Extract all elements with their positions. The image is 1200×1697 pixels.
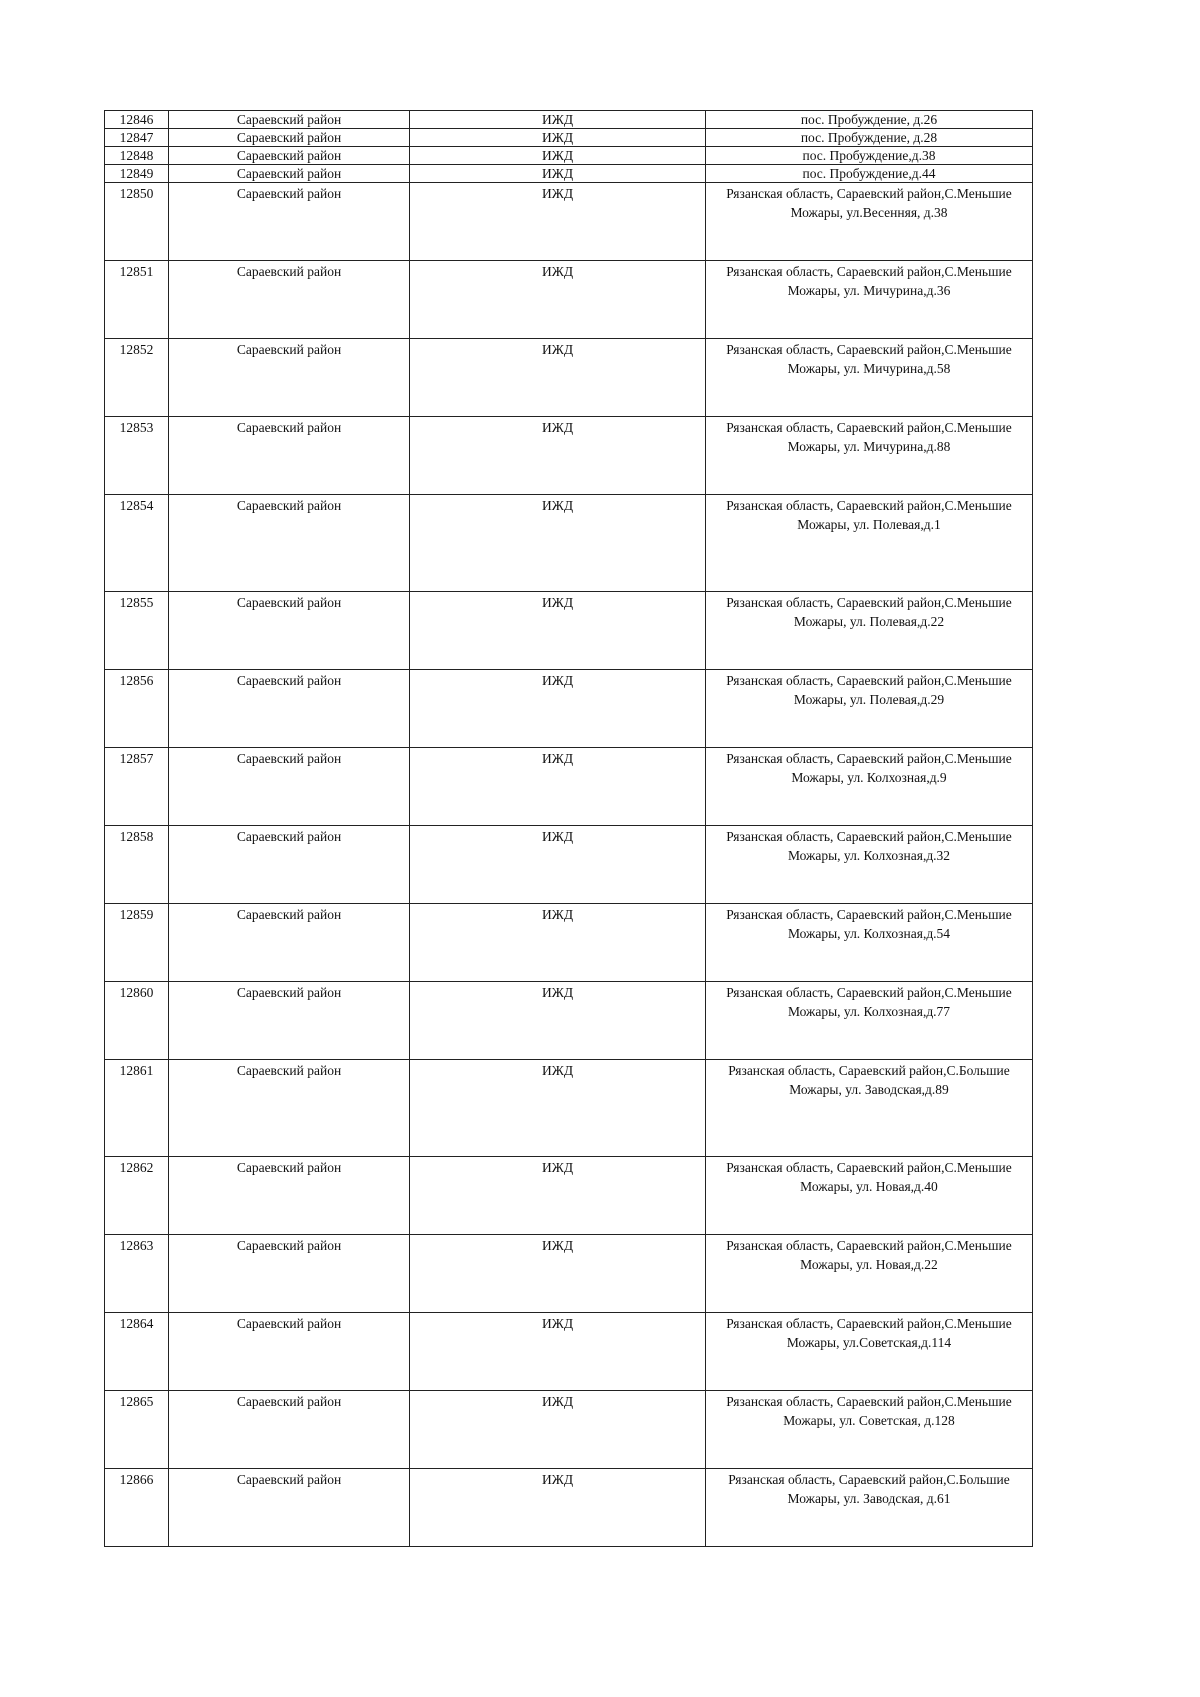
table-row xyxy=(105,748,1033,826)
object-type-cell: ИЖД xyxy=(410,1157,706,1235)
address-cell: Рязанская область, Сараевский район,С.Меньшие Можары, ул. Мичурина,д.88 xyxy=(706,417,1033,495)
district-cell: Сараевский район xyxy=(169,1313,410,1391)
object-type-cell: ИЖД xyxy=(410,592,706,670)
table-row xyxy=(105,111,1033,129)
record-number: 12861 xyxy=(105,1060,169,1157)
record-number: 12860 xyxy=(105,982,169,1060)
address-cell: Рязанская область, Сараевский район,С.Меньшие Можары, ул. Колхозная,д.54 xyxy=(706,904,1033,982)
object-type-cell: ИЖД xyxy=(410,339,706,417)
object-type-cell: ИЖД xyxy=(410,147,706,165)
object-type-cell: ИЖД xyxy=(410,1469,706,1547)
address-cell: Рязанская область, Сараевский район,С.Большие Можары, ул. Заводская,д.89 xyxy=(706,1060,1033,1157)
record-number: 12846 xyxy=(105,111,169,129)
record-number: 12856 xyxy=(105,670,169,748)
object-type-cell: ИЖД xyxy=(410,1391,706,1469)
object-type-cell: ИЖД xyxy=(410,1235,706,1313)
table-row xyxy=(105,261,1033,339)
table-row xyxy=(105,1157,1033,1235)
table-row xyxy=(105,826,1033,904)
table-row xyxy=(105,129,1033,147)
district-cell: Сараевский район xyxy=(169,1391,410,1469)
table-row xyxy=(105,1391,1033,1469)
record-number: 12857 xyxy=(105,748,169,826)
district-cell: Сараевский район xyxy=(169,670,410,748)
object-type-cell: ИЖД xyxy=(410,261,706,339)
district-cell: Сараевский район xyxy=(169,339,410,417)
object-type-cell: ИЖД xyxy=(410,417,706,495)
address-cell: Рязанская область, Сараевский район,С.Меньшие Можары, ул.Весенняя, д.38 xyxy=(706,183,1033,261)
table-row xyxy=(105,1060,1033,1157)
object-type-cell: ИЖД xyxy=(410,111,706,129)
district-cell: Сараевский район xyxy=(169,1469,410,1547)
district-cell: Сараевский район xyxy=(169,129,410,147)
address-cell: Рязанская область, Сараевский район,С.Меньшие Можары, ул. Колхозная,д.9 xyxy=(706,748,1033,826)
address-cell: Рязанская область, Сараевский район,С.Большие Можары, ул. Заводская, д.61 xyxy=(706,1469,1033,1547)
table-row xyxy=(105,670,1033,748)
object-type-cell: ИЖД xyxy=(410,826,706,904)
table-row xyxy=(105,495,1033,592)
table-row xyxy=(105,1313,1033,1391)
record-number: 12864 xyxy=(105,1313,169,1391)
address-cell: Рязанская область, Сараевский район,С.Меньшие Можары, ул. Колхозная,д.77 xyxy=(706,982,1033,1060)
address-cell: Рязанская область, Сараевский район,С.Меньшие Можары, ул. Полевая,д.1 xyxy=(706,495,1033,592)
table-row xyxy=(105,592,1033,670)
table-row xyxy=(105,165,1033,183)
object-type-cell: ИЖД xyxy=(410,165,706,183)
record-number: 12848 xyxy=(105,147,169,165)
table-row xyxy=(105,1469,1033,1547)
record-number: 12862 xyxy=(105,1157,169,1235)
property-registry-table xyxy=(104,110,1033,1547)
object-type-cell: ИЖД xyxy=(410,129,706,147)
table-row xyxy=(105,339,1033,417)
address-cell: пос. Пробуждение,д.38 xyxy=(706,147,1033,165)
table-row xyxy=(105,183,1033,261)
record-number: 12854 xyxy=(105,495,169,592)
object-type-cell: ИЖД xyxy=(410,982,706,1060)
object-type-cell: ИЖД xyxy=(410,748,706,826)
address-cell: Рязанская область, Сараевский район,С.Меньшие Можары, ул. Новая,д.40 xyxy=(706,1157,1033,1235)
address-cell: Рязанская область, Сараевский район,С.Меньшие Можары, ул. Колхозная,д.32 xyxy=(706,826,1033,904)
district-cell: Сараевский район xyxy=(169,1157,410,1235)
address-cell: Рязанская область, Сараевский район,С.Меньшие Можары, ул. Полевая,д.29 xyxy=(706,670,1033,748)
district-cell: Сараевский район xyxy=(169,904,410,982)
district-cell: Сараевский район xyxy=(169,1235,410,1313)
district-cell: Сараевский район xyxy=(169,417,410,495)
object-type-cell: ИЖД xyxy=(410,1313,706,1391)
table-row xyxy=(105,1235,1033,1313)
object-type-cell: ИЖД xyxy=(410,183,706,261)
address-cell: пос. Пробуждение, д.26 xyxy=(706,111,1033,129)
address-cell: Рязанская область, Сараевский район,С.Меньшие Можары, ул. Мичурина,д.58 xyxy=(706,339,1033,417)
district-cell: Сараевский район xyxy=(169,748,410,826)
record-number: 12866 xyxy=(105,1469,169,1547)
object-type-cell: ИЖД xyxy=(410,670,706,748)
table-row xyxy=(105,417,1033,495)
address-cell: пос. Пробуждение, д.28 xyxy=(706,129,1033,147)
record-number: 12852 xyxy=(105,339,169,417)
address-cell: Рязанская область, Сараевский район,С.Меньшие Можары, ул. Советская, д.128 xyxy=(706,1391,1033,1469)
address-cell: Рязанская область, Сараевский район,С.Меньшие Можары, ул. Новая,д.22 xyxy=(706,1235,1033,1313)
district-cell: Сараевский район xyxy=(169,495,410,592)
table-row xyxy=(105,147,1033,165)
district-cell: Сараевский район xyxy=(169,261,410,339)
record-number: 12855 xyxy=(105,592,169,670)
district-cell: Сараевский район xyxy=(169,165,410,183)
object-type-cell: ИЖД xyxy=(410,495,706,592)
record-number: 12853 xyxy=(105,417,169,495)
record-number: 12863 xyxy=(105,1235,169,1313)
object-type-cell: ИЖД xyxy=(410,904,706,982)
record-number: 12851 xyxy=(105,261,169,339)
district-cell: Сараевский район xyxy=(169,1060,410,1157)
table-row xyxy=(105,982,1033,1060)
registry-table-body xyxy=(105,111,1033,1547)
record-number: 12847 xyxy=(105,129,169,147)
district-cell: Сараевский район xyxy=(169,982,410,1060)
table-row xyxy=(105,904,1033,982)
district-cell: Сараевский район xyxy=(169,826,410,904)
record-number: 12849 xyxy=(105,165,169,183)
record-number: 12859 xyxy=(105,904,169,982)
address-cell: Рязанская область, Сараевский район,С.Меньшие Можары, ул.Советская,д.114 xyxy=(706,1313,1033,1391)
record-number: 12850 xyxy=(105,183,169,261)
address-cell: Рязанская область, Сараевский район,С.Меньшие Можары, ул. Полевая,д.22 xyxy=(706,592,1033,670)
address-cell: Рязанская область, Сараевский район,С.Меньшие Можары, ул. Мичурина,д.36 xyxy=(706,261,1033,339)
record-number: 12865 xyxy=(105,1391,169,1469)
district-cell: Сараевский район xyxy=(169,592,410,670)
object-type-cell: ИЖД xyxy=(410,1060,706,1157)
district-cell: Сараевский район xyxy=(169,183,410,261)
district-cell: Сараевский район xyxy=(169,147,410,165)
record-number: 12858 xyxy=(105,826,169,904)
district-cell: Сараевский район xyxy=(169,111,410,129)
address-cell: пос. Пробуждение,д.44 xyxy=(706,165,1033,183)
